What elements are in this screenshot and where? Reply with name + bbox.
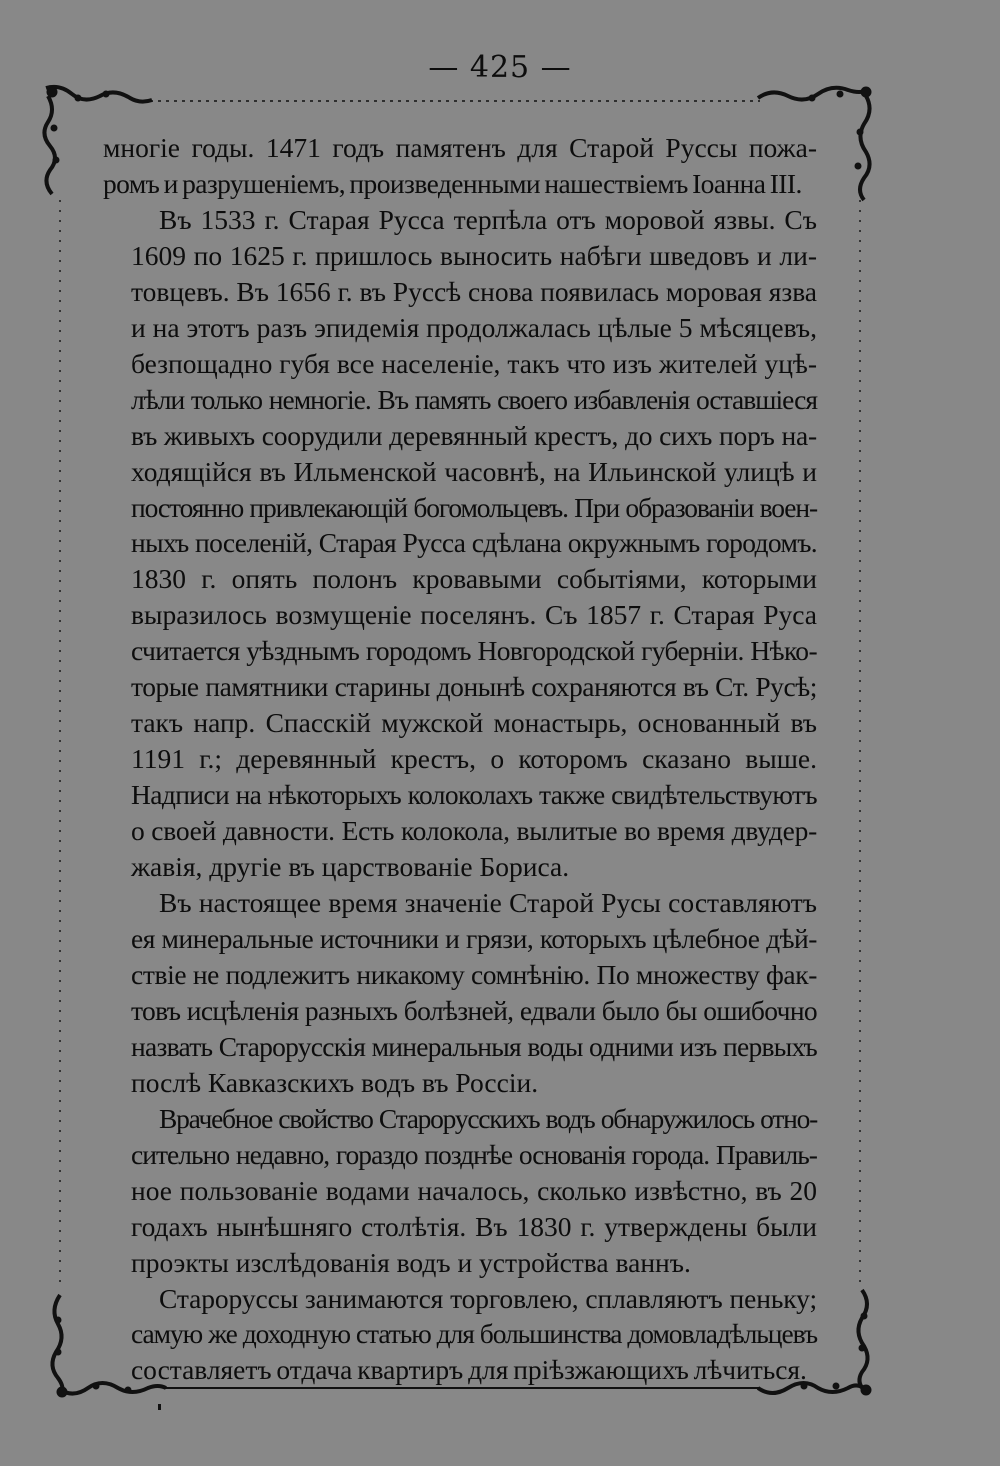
text-line: лѣли только немногіе. Въ память своего избавленія оставшіеся xyxy=(131,383,817,415)
text-line: такъ напр. Спасскій мужской монастырь, основанный въ xyxy=(131,707,817,739)
text-line: считается уѣзднымъ городомъ Новгородской губерніи. Нѣко- xyxy=(131,635,817,667)
text-line: ствіе не подлежитъ никакому сомнѣнію. По множеству фак- xyxy=(131,958,817,990)
text-line: торые памятники старины донынѣ сохраняются въ Ст. Русѣ; xyxy=(131,671,817,703)
text-line: ныхъ поселеній, Старая Русса сдѣлана окружнымъ городомъ. xyxy=(131,527,817,559)
text-line: сительно недавно, гораздо позднѣе основанія города. Правиль- xyxy=(131,1138,817,1170)
text-line: въ живыхъ соорудили деревянный крестъ, до сихъ поръ на- xyxy=(131,419,817,451)
text-line: проэкты изслѣдованія водъ и устройства ваннъ. xyxy=(131,1246,691,1278)
text-line: многіе годы. 1471 годъ памятенъ для Старой Руссы пожа- xyxy=(103,132,817,163)
paragraph xyxy=(103,1281,817,1389)
text-line: Въ 1533 г. Старая Русса терпѣла отъ моровой язвы. Съ xyxy=(159,203,817,235)
text-line: Старорусcы занимаются торговлею, сплавляютъ пеньку; xyxy=(159,1282,817,1314)
paragraph xyxy=(103,1101,817,1281)
text-line: 1191 г.; деревянный крестъ, о которомъ сказано выше. xyxy=(131,743,817,775)
text-line: послѣ Кавказскихъ водъ въ Россіи. xyxy=(131,1066,539,1098)
text-line: Надписи на нѣкоторыхъ колоколахъ также свидѣтельствуютъ xyxy=(131,779,817,811)
text-line: товцевъ. Въ 1656 г. въ Руссѣ снова появилась моровая язва xyxy=(131,275,817,307)
text-line: безпощадно губя все населеніе, такъ что изъ жителей уцѣ- xyxy=(131,347,817,379)
text-line: ромъ и разрушеніемъ, произведенными нашествіемъ Іоанна III. xyxy=(103,167,802,199)
text-line: ея минеральные источники и грязи, которыхъ цѣлебное дѣй- xyxy=(131,922,817,954)
text-line: жавія, другіе въ царствованіе Бориса. xyxy=(131,851,570,883)
text-line: постоянно привлекающій богомольцевъ. При образованіи воен- xyxy=(131,491,817,523)
text-line: назвать Старорусскія минеральныя воды одними изъ первыхъ xyxy=(131,1030,817,1062)
text-line: 1830 г. опять полонъ кровавыми событіями, которыми xyxy=(131,563,817,595)
text-line: ное пользованіе водами началось, сколько извѣстно, въ 20 xyxy=(131,1174,817,1206)
body-text xyxy=(103,130,817,1388)
paragraph xyxy=(103,885,817,1101)
paragraph xyxy=(103,202,817,885)
page-number: — 425 — xyxy=(428,50,572,85)
text-line: 1609 по 1625 г. пришлось выносить набѣги шведовъ и ли- xyxy=(131,239,817,271)
text-line: Въ настоящее время значеніе Старой Русы составляютъ xyxy=(159,887,817,919)
text-line: и на этотъ разъ эпидемія продолжалась цѣлые 5 мѣсяцевъ, xyxy=(131,311,817,343)
text-line: о своей давности. Есть колокола, вылитые во время двудер- xyxy=(131,815,817,847)
text-line: выразилось возмущеніе поселянъ. Съ 1857 г. Старая Руса xyxy=(131,599,817,631)
paragraph xyxy=(103,130,817,202)
text-line: ходящійся въ Ильменской часовнѣ, на Ильинской улицѣ и xyxy=(131,455,817,487)
stray-ink-mark xyxy=(158,1404,161,1410)
text-line: товъ исцѣленія разныхъ болѣзней, едвали было бы ошибочно xyxy=(131,994,817,1026)
text-line: самую же доходную статью для большинства домовладѣльцевъ xyxy=(131,1318,817,1350)
text-line: годахъ нынѣшняго столѣтія. Въ 1830 г. утверждены были xyxy=(131,1210,817,1242)
text-line: Врачебное свойство Старорусскихъ водъ обнаружилось отно- xyxy=(159,1102,817,1134)
text-line: составляетъ отдача квартиръ для пріѣзжающихъ лѣчиться. xyxy=(131,1354,807,1386)
